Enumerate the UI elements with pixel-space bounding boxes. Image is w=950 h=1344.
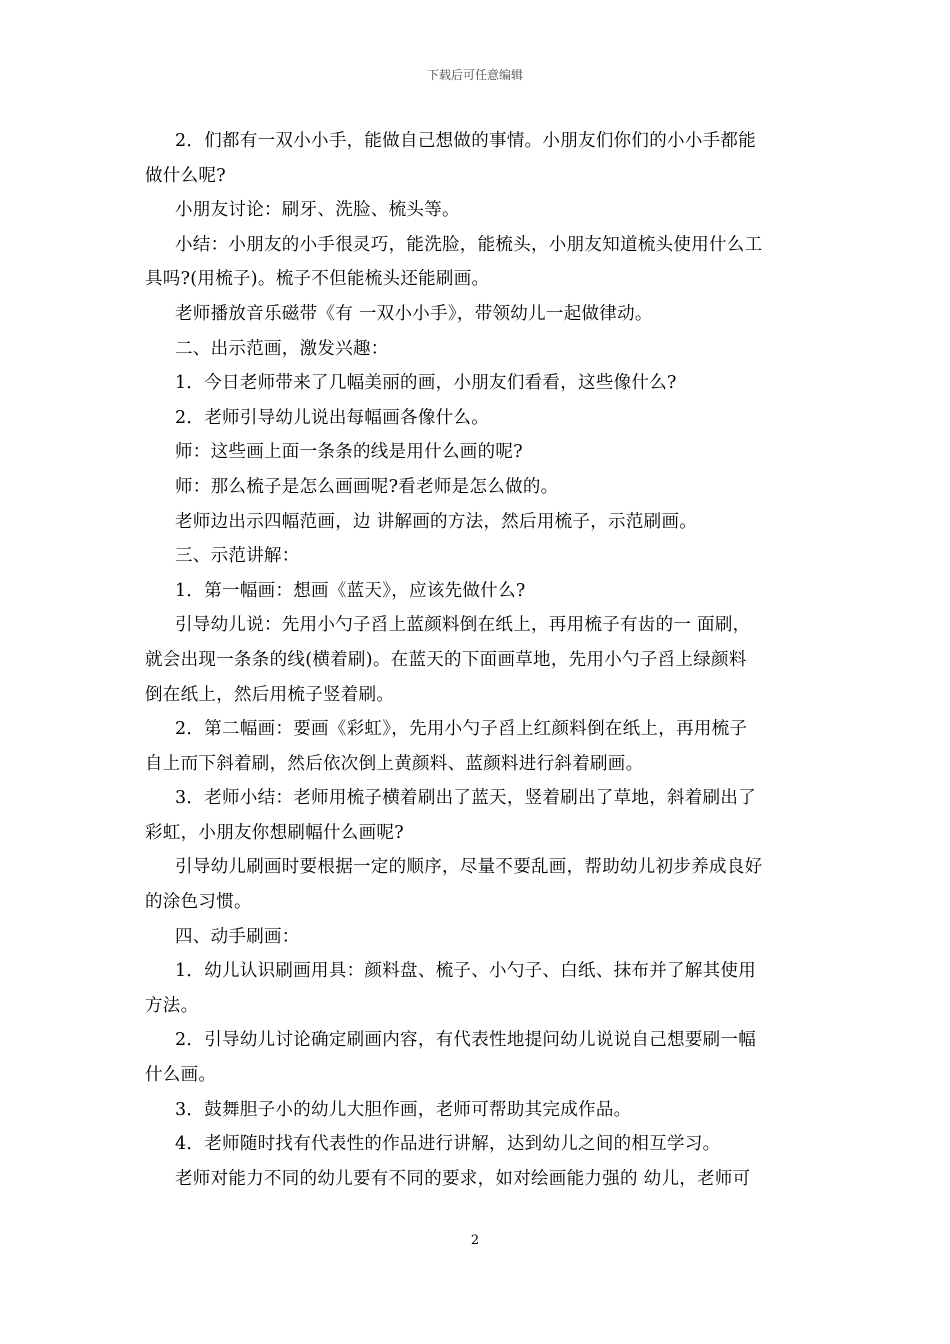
text-line: 师：那么梳子是怎么画画呢?看老师是怎么做的。 bbox=[175, 476, 559, 497]
text-line: 老师播放音乐磁带《有 一双小小手》，带领幼儿一起做律动。 bbox=[175, 303, 653, 324]
text-line: 三、示范讲解： bbox=[175, 546, 300, 567]
text-line: 四、动手刷画： bbox=[175, 926, 300, 947]
text-line: 1．第一幅画：想画《蓝天》，应该先做什么? bbox=[175, 580, 526, 601]
text-line: 引导幼儿刷画时要根据一定的顺序，尽量不要乱画，帮助幼儿初步养成良好 bbox=[175, 857, 763, 878]
text-line: 就会出现一条条的线(横着刷)。在蓝天的下面画草地，先用小勺子舀上绿颜料 bbox=[145, 649, 747, 670]
text-line: 1．幼儿认识刷画用具：颜料盘、梳子、小勺子、白纸、抹布并了解其使用 bbox=[175, 961, 757, 982]
text-line: 二、出示范画，激发兴趣： bbox=[175, 338, 389, 359]
text-line: 老师对能力不同的幼儿要有不同的要求，如对绘画能力强的 幼儿，老师可 bbox=[175, 1168, 751, 1189]
text-line: 小朋友讨论：刷牙、洗脸、梳头等。 bbox=[175, 200, 460, 221]
text-line: 2．老师引导幼儿说出每幅画各像什么。 bbox=[175, 407, 490, 428]
text-line: 方法。 bbox=[145, 995, 199, 1016]
text-line: 2．们都有一双小小手，能做自己想做的事情。小朋友们你们的小小手都能 bbox=[175, 131, 757, 151]
text-line: 倒在纸上，然后用梳子竖着刷。 bbox=[145, 684, 395, 705]
text-line: 3．老师小结：老师用梳子横着刷出了蓝天，竖着刷出了草地，斜着刷出了 bbox=[175, 788, 757, 809]
text-line: 的涂色习惯。 bbox=[145, 892, 252, 913]
text-line: 做什么呢? bbox=[145, 165, 226, 186]
text-line: 3．鼓舞胆子小的幼儿大胆作画，老师可帮助其完成作品。 bbox=[175, 1099, 632, 1120]
text-line: 师：这些画上面一条条的线是用什么画的呢? bbox=[175, 442, 523, 463]
text-line: 4．老师随时找有代表性的作品进行讲解，达到幼儿之间的相互学习。 bbox=[175, 1134, 721, 1155]
text-line: 自上而下斜着刷，然后依次倒上黄颜料、蓝颜料进行斜着刷画。 bbox=[145, 753, 644, 774]
text-line: 什么画。 bbox=[145, 1065, 217, 1086]
text-line: 2．引导幼儿讨论确定刷画内容，有代表性地提问幼儿说说自己想要刷一幅 bbox=[175, 1030, 757, 1051]
text-line: 引导幼儿说：先用小勺子舀上蓝颜料倒在纸上，再用梳子有齿的一 面刷， bbox=[175, 615, 751, 636]
document-body bbox=[145, 124, 810, 1196]
text-line: 老师边出示四幅范画，边 讲解画的方法，然后用梳子，示范刷画。 bbox=[175, 511, 698, 532]
text-line: 小结：小朋友的小手很灵巧，能洗脸，能梳头，小朋友知道梳头使用什么工 bbox=[175, 234, 763, 255]
text-line: 2．第二幅画：要画《彩虹》，先用小勺子舀上红颜料倒在纸上，再用梳子 bbox=[175, 719, 748, 740]
page-number: 2 bbox=[470, 1233, 480, 1248]
text-line: 具吗?(用梳子)。梳子不但能梳头还能刷画。 bbox=[145, 269, 490, 290]
text-line: 1．今日老师带来了几幅美丽的画，小朋友们看看，这些像什么? bbox=[175, 373, 677, 394]
page-header: 下载后可任意编辑 bbox=[426, 68, 523, 82]
text-line: 彩虹，小朋友你想刷幅什么画呢? bbox=[145, 822, 404, 843]
